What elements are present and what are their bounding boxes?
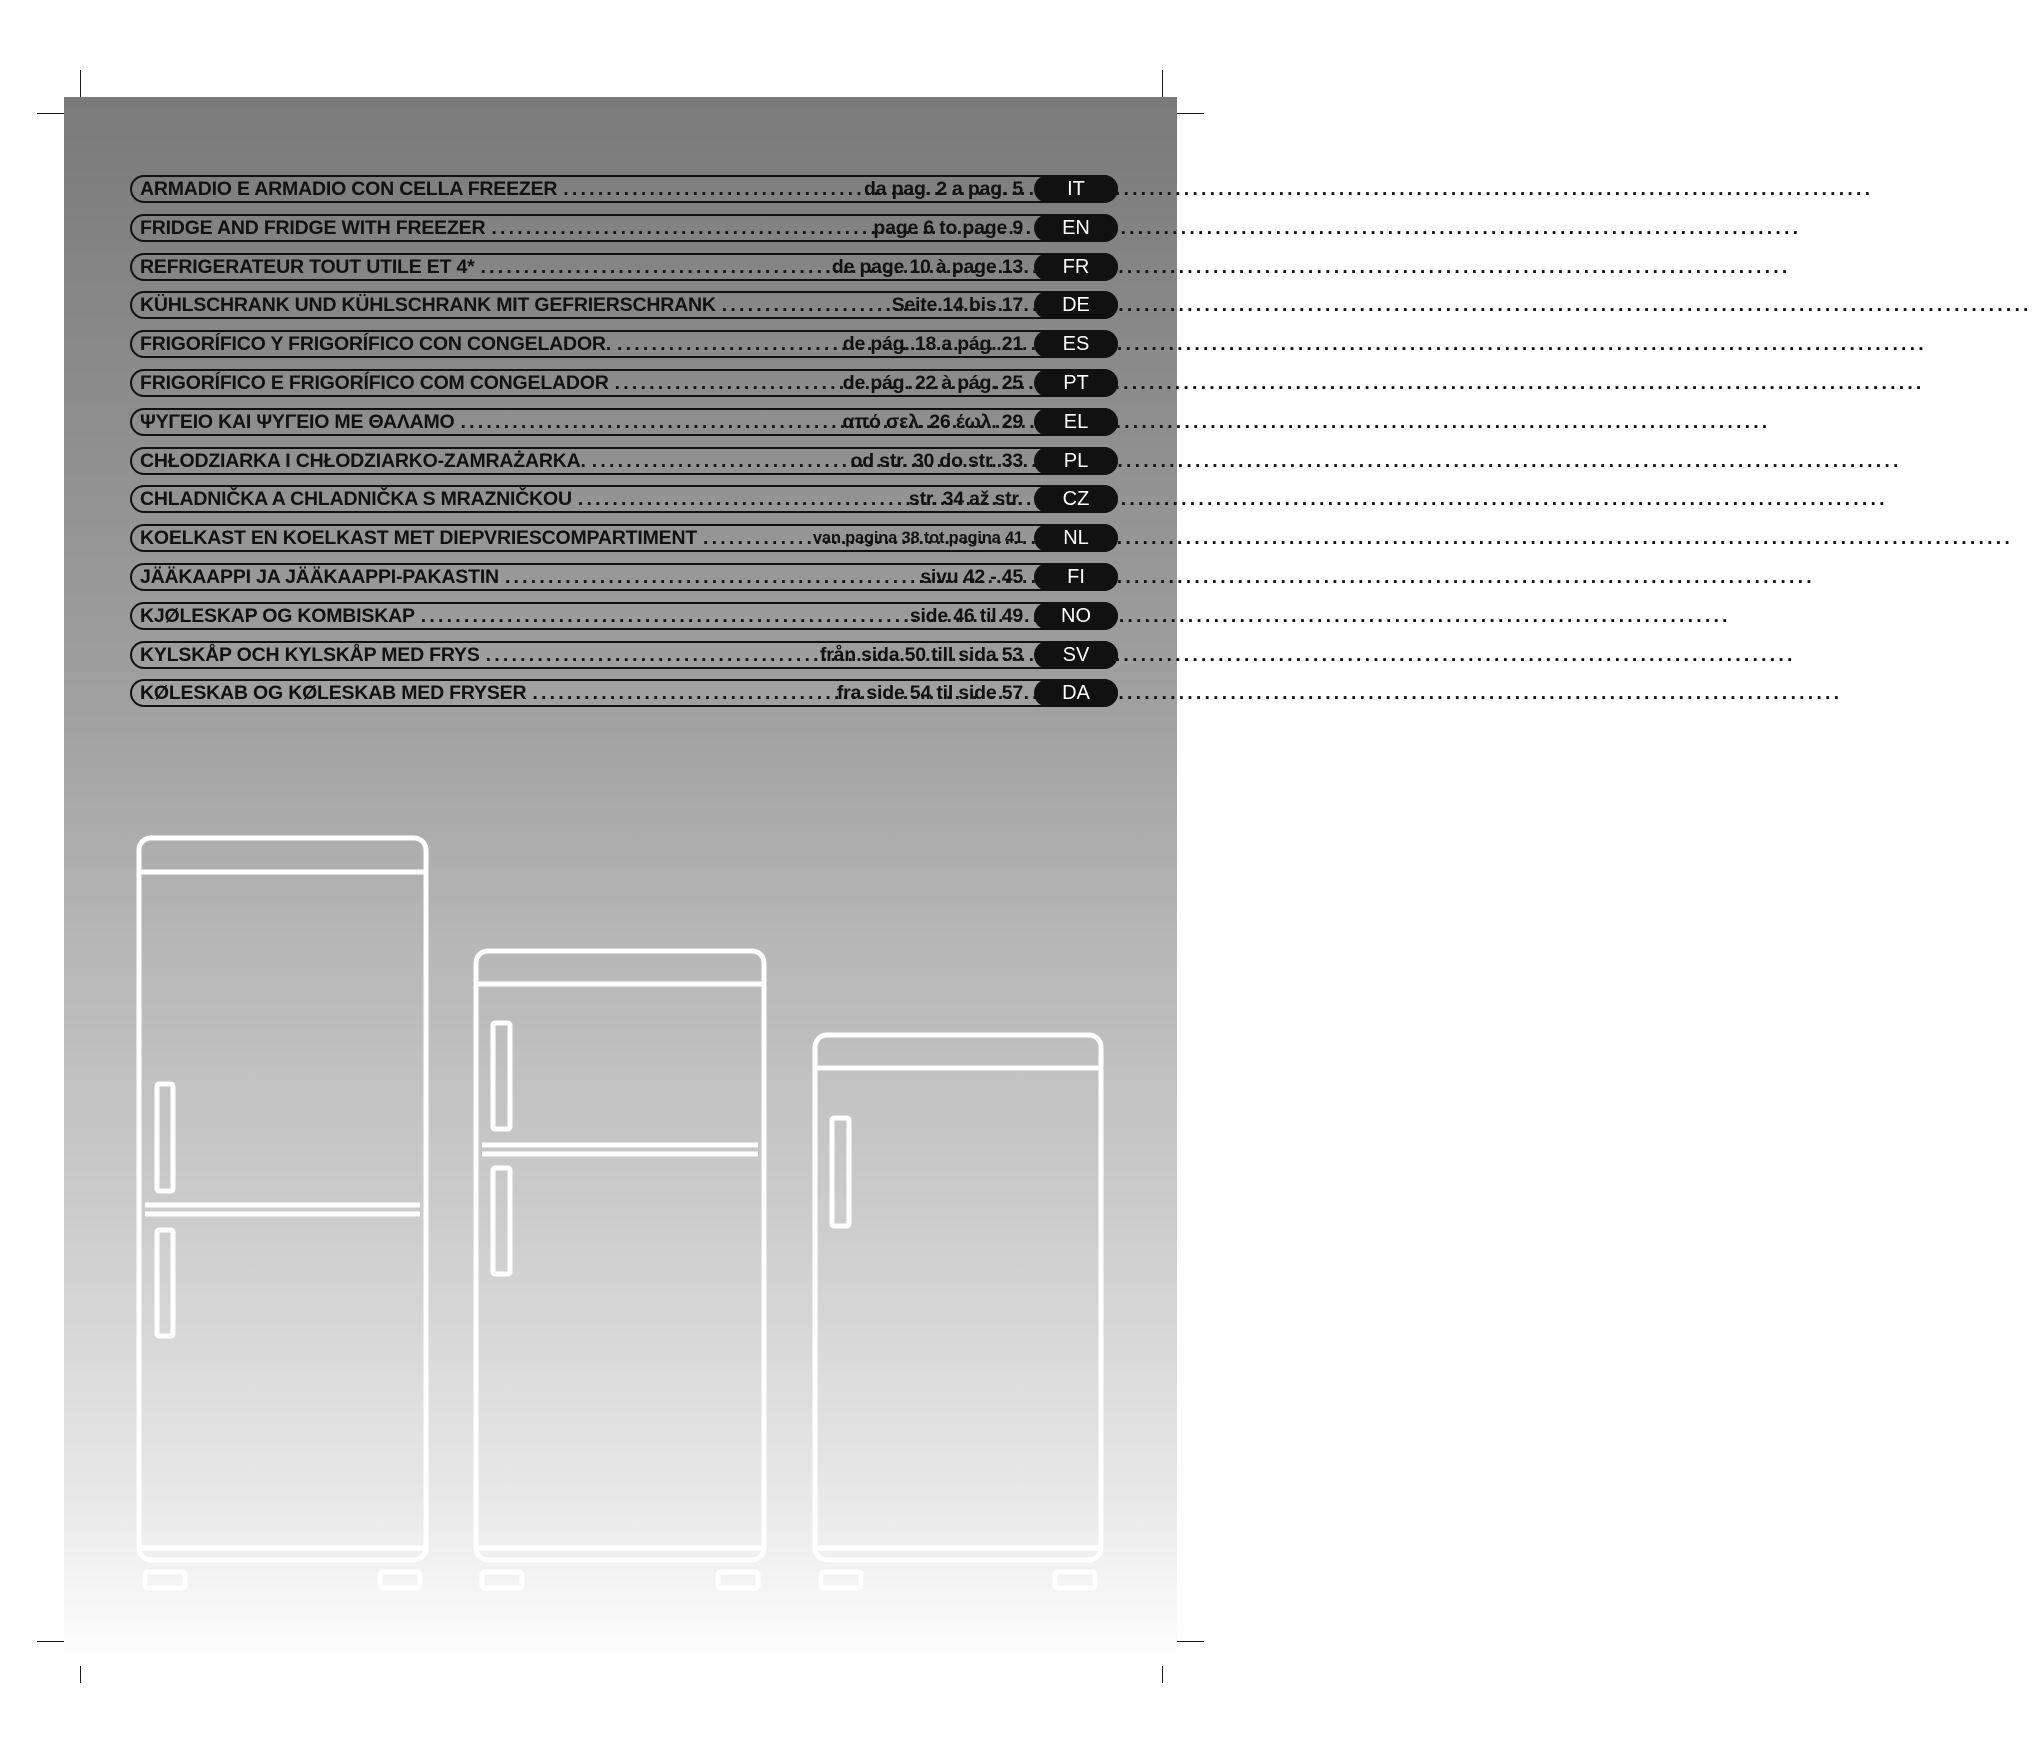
toc-title: KJØLESKAP OG KOMBISKAP	[140, 604, 415, 627]
dot-leader	[481, 255, 828, 279]
toc-title: CHLADNIČKA A CHLADNIČKA S MRAZNIČKOU	[140, 488, 572, 511]
language-index	[130, 175, 1118, 718]
toc-page-range: od str. 30 do str. 33	[850, 449, 1023, 472]
dot-leader	[505, 565, 916, 589]
toc-page-range: de page 10 à page 13	[831, 255, 1023, 278]
toc-row-pl	[130, 447, 1118, 475]
language-code-badge: EL	[1034, 408, 1118, 436]
toc-row-sv	[130, 641, 1118, 669]
toc-title: ARMADIO E ARMADIO CON CELLA FREEZER	[140, 178, 558, 200]
crop-mark-top-right-vertical	[1162, 70, 1163, 98]
language-code-badge: PT	[1034, 369, 1118, 397]
crop-mark-top-left-horizontal	[37, 113, 64, 114]
toc-page-range: Seite 14 bis 17	[891, 294, 1023, 317]
toc-title: JÄÄKAAPPI JA JÄÄKAAPPI-PAKASTIN	[140, 565, 499, 588]
language-code-badge: DA	[1034, 679, 1118, 707]
toc-page-range: side 46 til 49	[909, 604, 1023, 627]
dot-leader	[491, 216, 869, 240]
language-code-badge: PL	[1034, 447, 1118, 475]
toc-page-range: sivu 42 - 45	[920, 565, 1023, 588]
toc-title: KÜHLSCHRANK UND KÜHLSCHRANK MIT GEFRIERSCHRANK	[140, 294, 716, 317]
dot-leader	[578, 487, 905, 511]
language-code-badge: CZ	[1034, 485, 1118, 513]
toc-page-range: από σελ. 26 έωλ. 29	[842, 410, 1023, 433]
language-code-badge: NL	[1034, 524, 1118, 552]
toc-row-no	[130, 602, 1118, 630]
toc-row-pt	[130, 369, 1118, 397]
toc-row-de	[130, 291, 1118, 319]
language-code-badge: DE	[1034, 291, 1118, 319]
language-code-badge: EN	[1034, 214, 1118, 242]
toc-page-range: de pág. 18 a pág. 21	[842, 333, 1023, 356]
dot-leader	[592, 449, 847, 473]
language-code-badge: FR	[1034, 253, 1118, 281]
toc-page-range: de pág. 22 à pág. 25	[842, 371, 1023, 394]
toc-title: KOELKAST EN KOELKAST MET DIEPVRIESCOMPARTIMENT	[140, 527, 698, 550]
toc-page-range: page 6 to page 9	[873, 216, 1023, 239]
toc-row-it	[130, 175, 1118, 203]
crop-mark-bottom-right-horizontal	[1177, 1641, 1204, 1642]
toc-row-fr	[130, 253, 1118, 281]
dot-leader	[615, 371, 839, 395]
crop-mark-bottom-left-horizontal	[37, 1641, 64, 1642]
dot-leader	[532, 681, 832, 705]
language-code-badge: NO	[1034, 602, 1118, 630]
toc-title: FRIGORÍFICO Y FRIGORÍFICO CON CONGELADOR.	[140, 333, 612, 356]
toc-page-range: str. 34 až str.	[908, 488, 1023, 511]
toc-row-da	[130, 679, 1118, 707]
language-code-badge: IT	[1034, 175, 1118, 203]
dot-leader	[722, 293, 888, 317]
toc-row-es	[130, 330, 1118, 358]
dot-leader	[421, 604, 906, 628]
dot-leader	[461, 410, 839, 434]
crop-mark-top-right-horizontal	[1177, 113, 1204, 114]
dot-leader	[703, 526, 809, 550]
toc-row-cz	[130, 485, 1118, 513]
dot-leader	[617, 332, 839, 356]
language-code-badge: SV	[1034, 641, 1118, 669]
toc-row-fi	[130, 563, 1118, 591]
language-code-badge: FI	[1034, 563, 1118, 591]
toc-page-range: da pag. 2 a pag. 5	[864, 178, 1023, 200]
dot-leader	[563, 177, 860, 201]
toc-title: CHŁODZIARKA I CHŁODZIARKO-ZAMRAŻARKA.	[140, 449, 586, 472]
toc-title: KYLSKÅP OCH KYLSKÅP MED FRYS	[140, 643, 480, 666]
toc-title: ΨΥΓΕΙΟ ΚΑΙ ΨΥΓΕΙΟ ΜΕ ΘΑΛΑΜΟ	[140, 410, 455, 433]
toc-page-range: fra side 54 til side 57	[836, 682, 1023, 705]
dot-leader	[486, 643, 816, 667]
toc-row-nl	[130, 524, 1118, 552]
language-code-badge: ES	[1034, 330, 1118, 358]
toc-row-en	[130, 214, 1118, 242]
toc-title: FRIGORÍFICO E FRIGORÍFICO COM CONGELADOR	[140, 371, 609, 394]
toc-title: FRIDGE AND FRIDGE WITH FREEZER	[140, 216, 486, 239]
toc-page-range: från sida 50 till sida 53	[819, 643, 1023, 666]
toc-title: REFRIGERATEUR TOUT UTILE ET 4*	[140, 255, 475, 278]
toc-row-el	[130, 408, 1118, 436]
toc-page-range: van pagina 38 tot pagina 41	[812, 529, 1023, 548]
crop-mark-top-left-vertical	[80, 70, 81, 98]
toc-title: KØLESKAB OG KØLESKAB MED FRYSER	[140, 682, 527, 705]
